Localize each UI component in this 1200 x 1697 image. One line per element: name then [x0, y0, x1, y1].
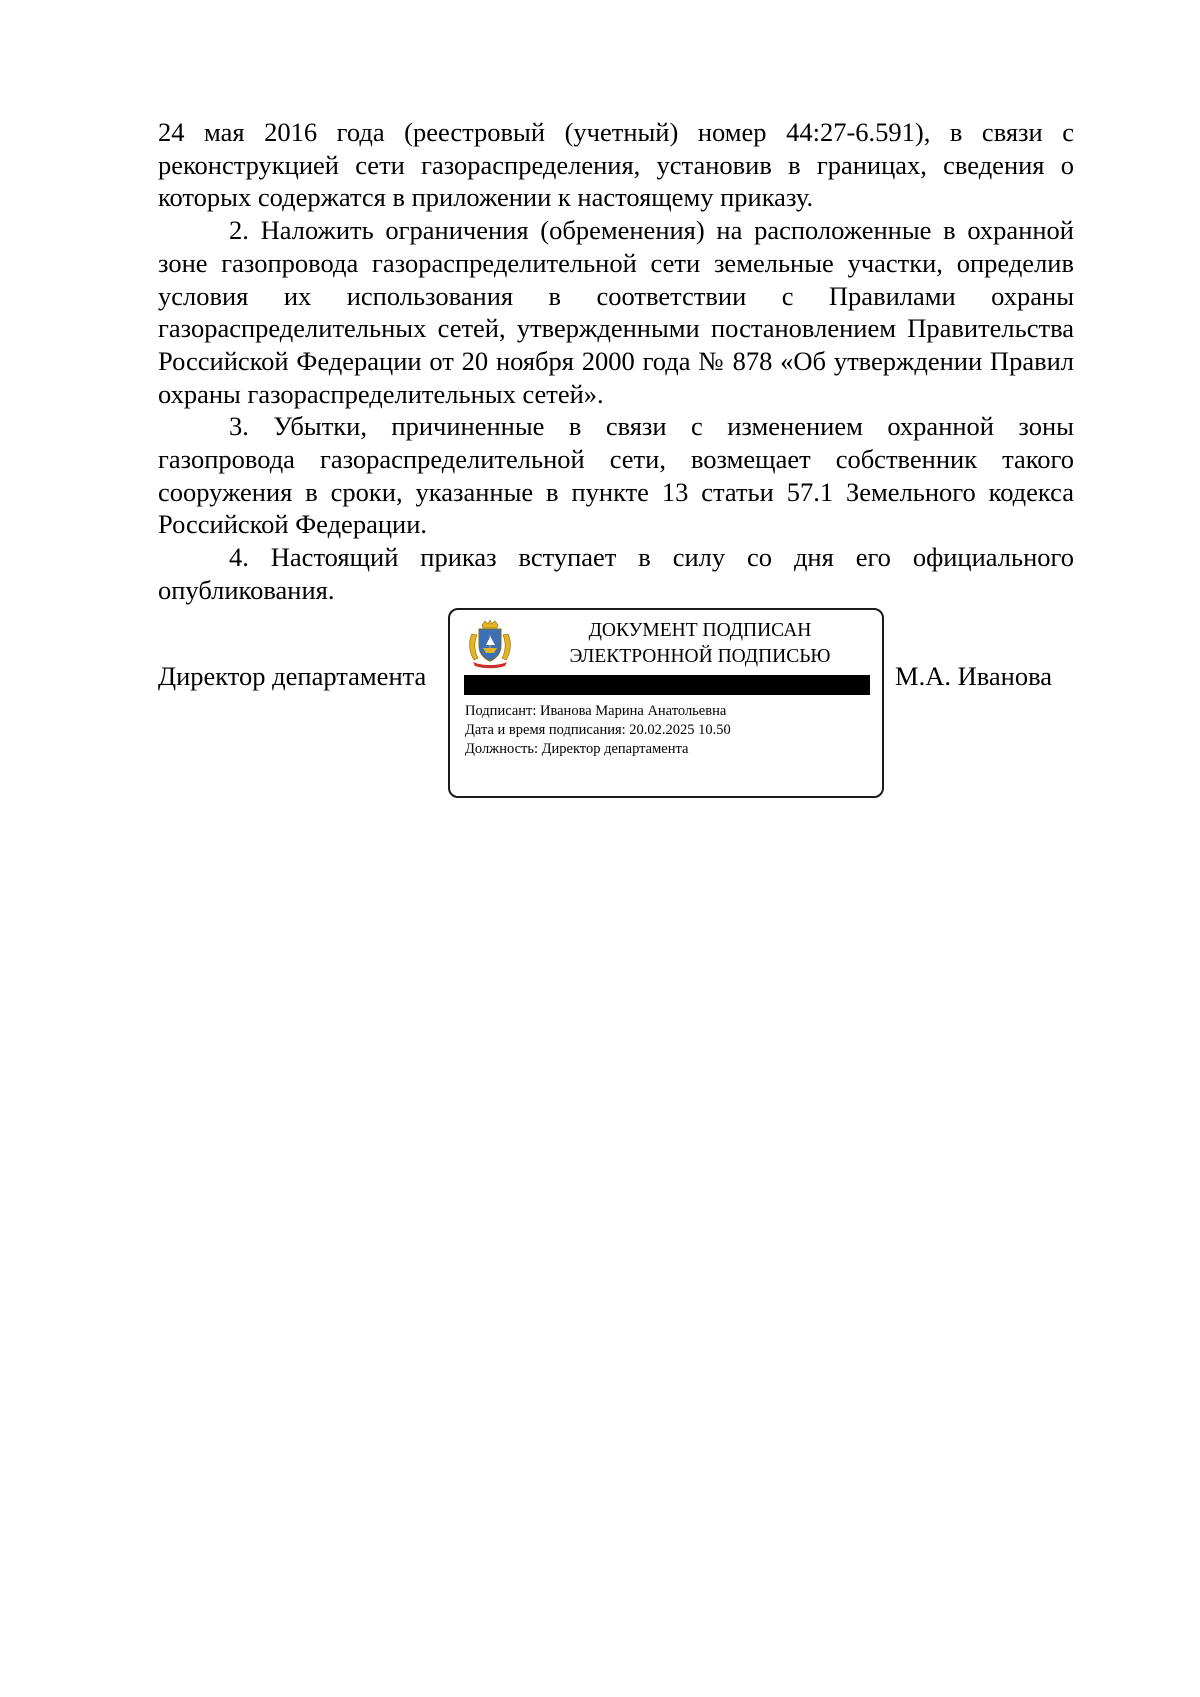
paragraph-item-3: 3. Убытки, причиненные в связи с изменением охранной зоны газопровода газораспределительной сети, возмещает собственник такого сооружения в сроки, указанные в пункте 13 статьи 57.1 Земельного кодекса Российской Федерации.	[158, 411, 1074, 540]
stamp-signer: Подписант: Иванова Марина Анатольевна	[465, 703, 727, 719]
stamp-heading-line-2: ЭЛЕКТРОННОЙ ПОДПИСЬЮ	[569, 646, 831, 667]
signatory-name: М.А. Иванова	[895, 661, 1052, 691]
paragraph-continuation: 24 мая 2016 года (реестровый (учетный) номер 44:27-6.591), в связи с реконструкцией сети газораспределения, установив в границах, сведения о которых содержатся в приложении к настоящему приказу.	[158, 117, 1074, 213]
redacted-certificate-bar	[464, 675, 870, 695]
stamp-details	[465, 702, 731, 759]
document-body	[158, 116, 1074, 607]
paragraph-item-4: 4. Настоящий приказ вступает в силу со дня его официального опубликования.	[158, 542, 1074, 605]
stamp-heading	[540, 618, 860, 670]
electronic-signature-stamp	[448, 608, 884, 798]
signatory-position: Директор департамента	[158, 661, 427, 691]
stamp-role: Должность: Директор департамента	[465, 741, 689, 757]
coat-of-arms-icon	[464, 618, 516, 670]
stamp-heading-line-1: ДОКУМЕНТ ПОДПИСАН	[588, 620, 812, 641]
stamp-datetime: Дата и время подписания: 20.02.2025 10.50	[465, 722, 731, 738]
paragraph-item-2: 2. Наложить ограничения (обременения) на расположенные в охранной зоне газопровода газораспределительной сети земельные участки, определив условия их использования в соответствии с Правилами охраны газораспределительных сетей, утвержденными постановлением Правительства Российской Федерации от 20 ноября 2000 года № 878 «Об утверждении Правил охраны газораспределительных сетей».	[158, 215, 1074, 409]
